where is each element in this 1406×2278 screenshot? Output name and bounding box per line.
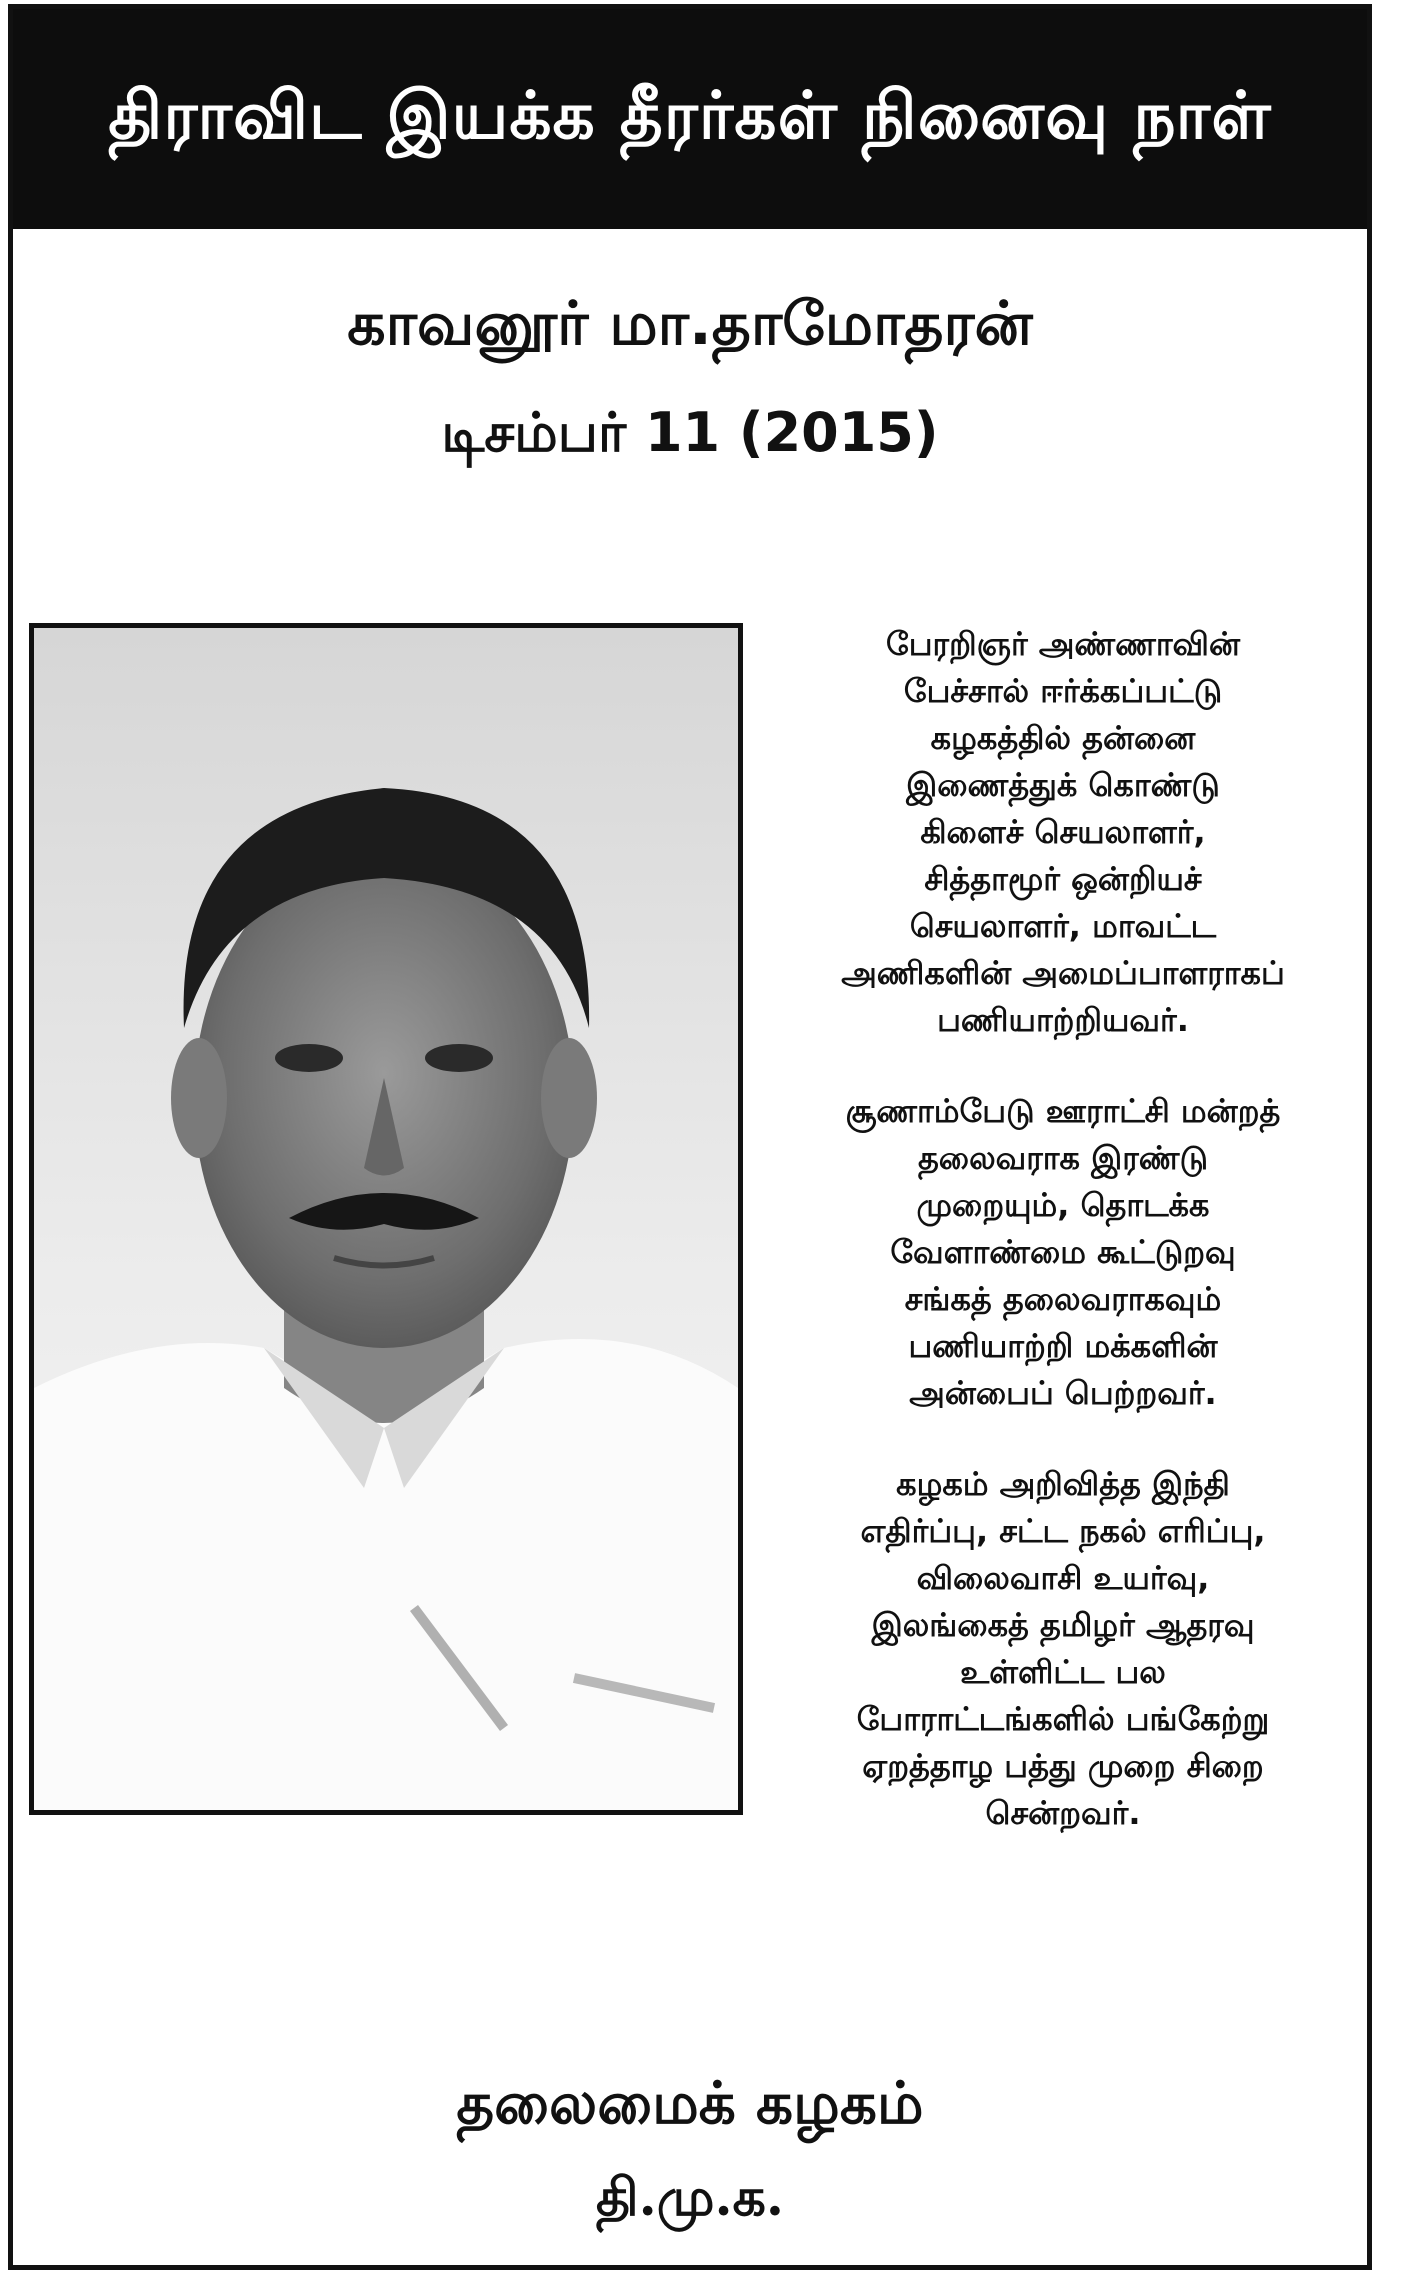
bio-line: இலங்கைத் தமிழர் ஆதரவு <box>871 1606 1255 1644</box>
notice-frame <box>8 4 1372 2270</box>
bio-line: பேச்சால் ஈர்க்கப்பட்டு <box>903 672 1223 710</box>
bio-line: சூணாம்பேடு ஊராட்சி மன்றத் <box>845 1092 1281 1130</box>
bio-paragraph <box>765 1088 1361 1417</box>
bio-line: பேரறிஞர் அண்ணாவின் <box>886 625 1240 663</box>
bio-line: எதிர்ப்பு, சட்ட நகல் எரிப்பு, <box>860 1512 1266 1550</box>
bio-line: செயலாளர், மாவட்ட <box>909 907 1217 945</box>
bio-paragraph <box>765 1461 1361 1837</box>
bio-line: தலைவராக இரண்டு <box>917 1139 1209 1177</box>
memorial-date: டிசம்பர் 11 (2015) <box>441 401 939 464</box>
bio-paragraph <box>765 621 1361 1044</box>
footer-organization: தலைமைக் கழகம் <box>456 2069 924 2137</box>
bio-line: விலைவாசி உயர்வு, <box>916 1559 1210 1597</box>
bio-line: பணியாற்றி மக்களின் <box>908 1327 1218 1365</box>
bio-line: கழகத்தில் தன்னை <box>930 719 1196 757</box>
bio-line: வேளாண்மை கூட்டுறவு <box>890 1233 1236 1271</box>
bio-line: இணைத்துக் கொண்டு <box>906 766 1220 804</box>
subject-name: காவனூர் மா.தாமோதரன் <box>347 289 1033 359</box>
portrait-photo <box>29 623 743 1815</box>
bio-line: போராட்டங்களில் பங்கேற்று <box>856 1700 1270 1738</box>
bio-line: அன்பைப் பெற்றவர். <box>909 1374 1217 1412</box>
bio-line: கழகம் அறிவித்த இந்தி <box>896 1465 1230 1503</box>
bio-line: சித்தாமூர் ஒன்றியச் <box>924 860 1202 898</box>
bio-line: உள்ளிட்ட பல <box>960 1653 1166 1691</box>
bio-line: சென்றவர். <box>985 1794 1141 1832</box>
bio-line: ஏறத்தாழ பத்து முறை சிறை <box>862 1747 1264 1785</box>
bio-line: பணியாற்றியவர். <box>937 1001 1189 1039</box>
header-band <box>13 9 1367 229</box>
footer-party: தி.மு.க. <box>596 2167 784 2228</box>
bio-line: முறையும், தொடக்க <box>916 1186 1210 1224</box>
header-title: திராவிட இயக்க தீரர்கள் நினைவு நாள் <box>108 75 1272 154</box>
portrait-illustration <box>34 628 738 1810</box>
bio-line: கிளைச் செயலாளர், <box>920 813 1206 851</box>
biography <box>765 621 1361 1881</box>
bio-line: சங்கத் தலைவராகவும் <box>904 1280 1222 1318</box>
bio-line: அணிகளின் அமைப்பாளராகப் <box>841 954 1285 992</box>
